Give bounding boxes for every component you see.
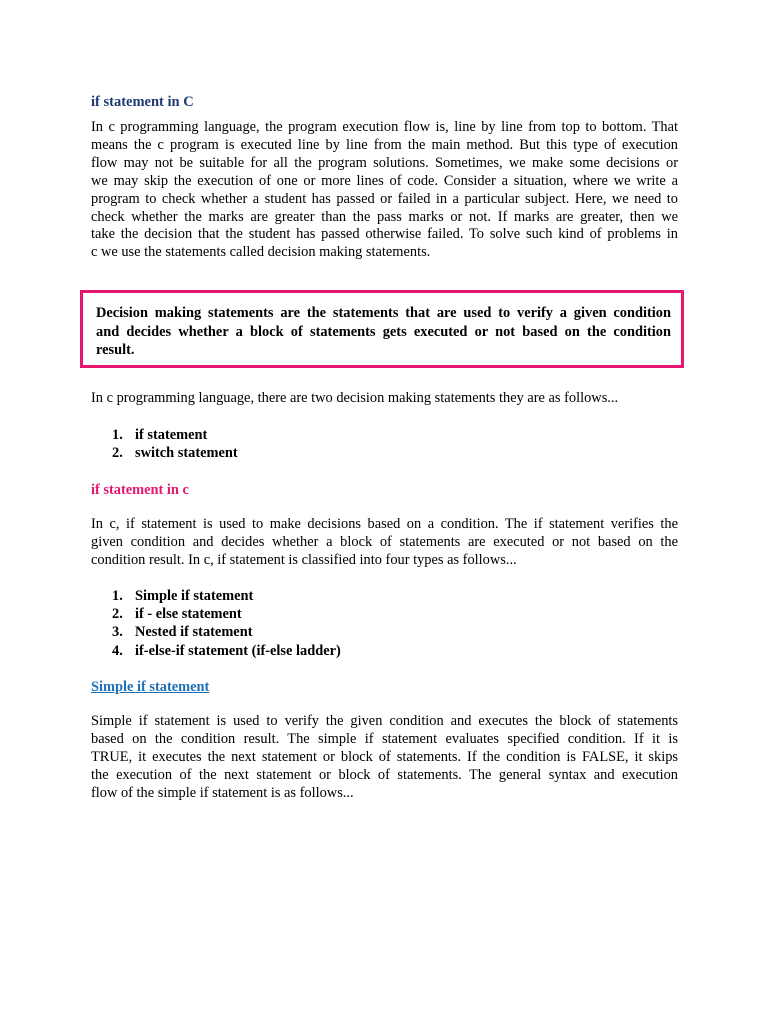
two-statements-paragraph: In c programming language, there are two decision making statements they are as follows... <box>91 390 619 406</box>
intro-paragraph <box>91 119 678 262</box>
list-item <box>112 623 341 641</box>
simple-line: based on the condition result. The simple if statement evaluates specified condition. If it is <box>91 730 678 747</box>
list-item <box>112 642 341 660</box>
list-item-label: if - else statement <box>135 606 242 623</box>
list-number: 1. <box>112 427 123 443</box>
if-types-list <box>112 587 341 660</box>
intro-line: means the c program is executed line by line from the main method. But this type of execution <box>91 136 678 153</box>
intro-line: In c programming language, the program execution flow is, line by line from top to bottom. That <box>91 119 678 135</box>
intro-line: take the decision that the student has passed otherwise failed. To solve such kind of problems in <box>91 226 678 243</box>
simple-if-paragraph <box>91 713 678 803</box>
callout-line: Decision making statements are the statements that are used to verify a given condition <box>96 305 671 321</box>
list-item-label: Nested if statement <box>135 624 253 641</box>
intro-line: check whether the marks are greater than the pass marks or not. If marks are greater, then we <box>91 208 678 225</box>
intro-line: flow may not be suitable for all the program solutions. Sometimes, we make some decisions or <box>91 154 678 171</box>
definition-callout-box <box>80 290 684 368</box>
section-heading-if-statement: if statement in c <box>91 482 189 498</box>
simple-if-statement-link[interactable]: Simple if statement <box>91 679 210 695</box>
decision-statements-list <box>112 426 238 462</box>
list-item <box>112 605 341 623</box>
list-item-label: if statement <box>135 427 208 443</box>
list-number: 3. <box>112 624 123 641</box>
if-line: given condition and decides whether a block of statements are executed or not based on the <box>91 533 678 550</box>
page-title: if statement in C <box>91 94 194 110</box>
simple-line: Simple if statement is used to verify the given condition and executes the block of statements <box>91 713 678 729</box>
simple-line: the execution of the next statement or block of statements. The general syntax and execution <box>91 766 678 783</box>
list-item <box>112 587 341 605</box>
intro-line: we may skip the execution of one or more lines of code. Consider a situation, where we write a <box>91 172 678 189</box>
list-number: 1. <box>112 588 123 604</box>
intro-line: program to check whether a student has passed or failed in a particular subject. Here, we need to <box>91 190 678 207</box>
list-number: 2. <box>112 606 123 623</box>
if-line: condition result. In c, if statement is classified into four types as follows... <box>91 551 517 568</box>
list-number: 2. <box>112 445 123 462</box>
simple-line: TRUE, it executes the next statement or block of statements. If the condition is FALSE, it skips <box>91 748 678 765</box>
simple-line: flow of the simple if statement is as follows... <box>91 784 354 801</box>
list-number: 4. <box>112 642 123 659</box>
list-item <box>112 426 238 444</box>
list-item <box>112 444 238 462</box>
callout-line: and decides whether a block of statements gets executed or not based on the condition <box>96 323 671 340</box>
intro-line: c we use the statements called decision making statements. <box>91 244 431 261</box>
if-statement-paragraph <box>91 516 678 570</box>
if-line: In c, if statement is used to make decisions based on a condition. The if statement verifies the <box>91 516 678 532</box>
list-item-label: Simple if statement <box>135 588 254 604</box>
list-item-label: switch statement <box>135 445 238 462</box>
callout-line: result. <box>96 342 135 358</box>
list-item-label: if-else-if statement (if-else ladder) <box>135 642 341 659</box>
